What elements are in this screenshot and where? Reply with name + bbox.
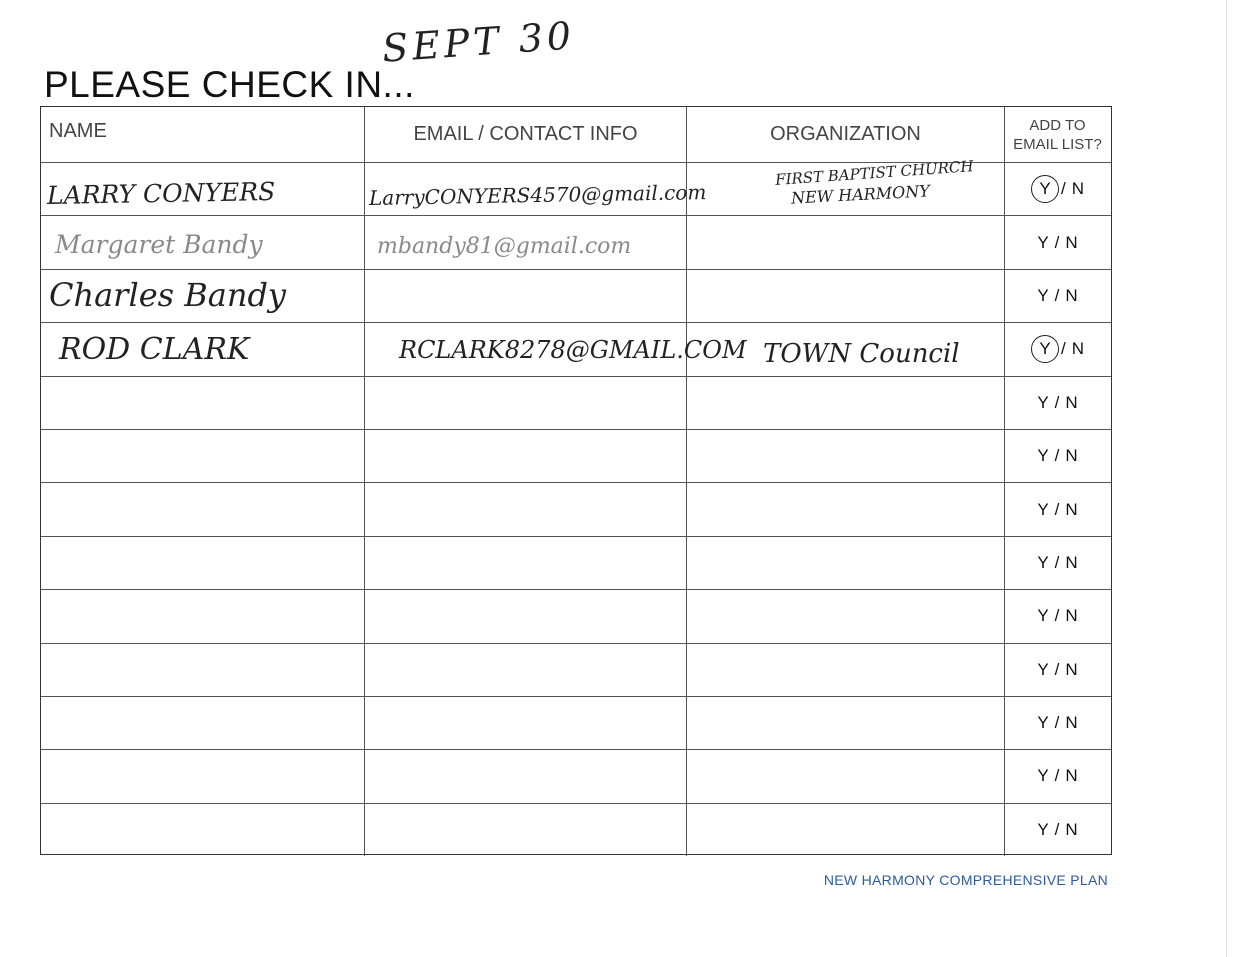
column-header-name: NAME [41,107,365,162]
no-option[interactable]: N [1065,499,1078,519]
yes-option[interactable]: Y [1037,819,1049,839]
handwritten-organization: TOWN Council [763,339,960,370]
name-cell[interactable] [41,163,365,215]
yes-option-circled[interactable]: Y [1031,335,1059,363]
email-cell[interactable] [365,644,687,696]
yes-no-options [1005,323,1110,375]
email-cell[interactable] [365,750,687,802]
sign-in-table [40,106,1112,855]
yes-option[interactable]: Y [1037,232,1049,252]
table-row [41,696,1111,749]
column-header-add-line2: EMAIL LIST? [1013,135,1102,153]
email-cell[interactable] [365,804,687,856]
yes-no-options [1005,697,1110,749]
table-row [41,429,1111,482]
table-body [41,157,1111,856]
organization-cell[interactable] [687,804,1005,856]
yes-no-options [1005,430,1110,482]
yes-option[interactable]: Y [1037,392,1049,412]
no-option[interactable]: N [1071,179,1084,199]
organization-cell[interactable] [687,270,1005,322]
name-cell[interactable] [41,697,365,749]
handwritten-organization: FIRST BAPTIST CHURCH [774,157,975,189]
yes-no-separator: / [1060,339,1066,359]
table-row [41,749,1111,802]
email-list-choice-cell[interactable] [1005,537,1110,589]
name-cell[interactable] [41,323,365,375]
handwritten-name: ROD CLARK [59,332,250,368]
page-title: PLEASE CHECK IN... [44,64,415,105]
no-option[interactable]: N [1065,552,1078,572]
email-list-choice-cell[interactable] [1005,216,1110,268]
email-list-choice-cell[interactable] [1005,163,1110,215]
yes-no-options [1005,270,1110,322]
yes-no-options [1005,377,1110,429]
name-cell[interactable] [41,590,365,642]
yes-no-options [1005,216,1110,268]
email-cell[interactable] [365,377,687,429]
yes-no-separator: / [1054,659,1060,679]
email-cell[interactable] [365,216,687,268]
name-cell[interactable] [41,537,365,589]
handwritten-name: Charles Bandy [49,275,286,314]
yes-option[interactable]: Y [1037,285,1049,305]
organization-cell[interactable] [687,537,1005,589]
organization-cell[interactable] [687,157,1005,215]
email-list-choice-cell[interactable] [1005,323,1110,375]
email-list-choice-cell[interactable] [1005,430,1110,482]
yes-option[interactable]: Y [1037,713,1049,733]
column-header-organization [687,107,1005,162]
email-list-choice-cell[interactable] [1005,697,1110,749]
yes-option-circled[interactable]: Y [1031,175,1059,203]
yes-option[interactable]: Y [1037,499,1049,519]
no-option[interactable]: N [1065,713,1078,733]
table-row [41,589,1111,642]
organization-cell[interactable] [687,430,1005,482]
organization-cell[interactable] [687,377,1005,429]
yes-no-separator: / [1054,232,1060,252]
yes-no-separator: / [1054,713,1060,733]
yes-no-options [1005,537,1110,589]
yes-no-separator: / [1054,766,1060,786]
column-header-add-to-email-list [1005,107,1110,162]
column-header-organization-label: ORGANIZATION [770,123,921,145]
column-header-email-label: EMAIL / CONTACT INFO [413,123,638,145]
email-cell[interactable] [365,590,687,642]
handwritten-email: LarryCONYERS4570@gmail.com [368,180,707,210]
yes-option[interactable]: Y [1037,659,1049,679]
handwritten-name: Margaret Bandy [55,230,263,260]
organization-cell[interactable] [687,644,1005,696]
column-header-email [365,107,687,162]
email-list-choice-cell[interactable] [1005,644,1110,696]
organization-cell[interactable] [687,697,1005,749]
no-option[interactable]: N [1065,819,1078,839]
email-cell[interactable] [365,430,687,482]
name-cell[interactable] [41,216,365,268]
table-row [41,376,1111,429]
yes-option[interactable]: Y [1037,606,1049,626]
organization-cell[interactable] [687,323,1005,375]
name-cell[interactable] [41,804,365,856]
table-row [41,157,1111,215]
organization-cell[interactable] [687,590,1005,642]
yes-no-options [1005,163,1110,215]
no-option[interactable]: N [1065,392,1078,412]
yes-no-options [1005,590,1110,642]
no-option[interactable]: N [1071,339,1084,359]
yes-no-options [1005,750,1110,802]
email-cell[interactable] [365,270,687,322]
organization-cell[interactable] [687,483,1005,535]
name-cell[interactable] [41,430,365,482]
yes-no-separator: / [1054,392,1060,412]
table-row [41,215,1111,268]
yes-no-separator: / [1054,446,1060,466]
email-list-choice-cell[interactable] [1005,750,1110,802]
table-row [41,643,1111,696]
name-cell[interactable] [41,377,365,429]
yes-no-separator: / [1054,499,1060,519]
no-option[interactable]: N [1065,285,1078,305]
yes-no-separator: / [1054,819,1060,839]
email-list-choice-cell[interactable] [1005,804,1110,856]
table-row [41,803,1111,856]
column-header-add-line1: ADD TO [1029,116,1086,134]
handwritten-organization-line2: NEW HARMONY [790,181,931,208]
email-cell[interactable] [365,483,687,535]
email-list-choice-cell[interactable] [1005,270,1110,322]
email-cell[interactable] [365,323,747,375]
handwritten-name: LARRY CONYERS [46,177,276,210]
email-cell[interactable] [365,163,707,215]
email-list-choice-cell[interactable] [1005,377,1110,429]
no-option[interactable]: N [1065,659,1078,679]
yes-no-options [1005,644,1110,696]
handwritten-email: mbandy81@gmail.com [377,234,632,260]
table-header-row [41,107,1111,162]
yes-no-separator: / [1060,179,1066,199]
table-row [41,269,1111,322]
name-cell[interactable] [41,644,365,696]
handwritten-email: RCLARK8278@GMAIL.COM [399,336,747,365]
table-row [41,482,1111,535]
organization-cell[interactable] [687,750,1005,802]
no-option[interactable]: N [1065,446,1078,466]
no-option[interactable]: N [1065,232,1078,252]
email-cell[interactable] [365,697,687,749]
yes-no-separator: / [1054,552,1060,572]
organization-cell[interactable] [687,216,1005,268]
yes-option[interactable]: Y [1037,552,1049,572]
name-cell[interactable] [41,483,365,535]
yes-no-separator: / [1054,606,1060,626]
yes-no-options [1005,483,1110,535]
name-cell[interactable] [41,270,365,322]
no-option[interactable]: N [1065,766,1078,786]
footer-plan-name: NEW HARMONY COMPREHENSIVE PLAN [823,872,1108,888]
no-option[interactable]: N [1065,606,1078,626]
yes-no-options [1005,804,1110,856]
scan-edge-line [1226,0,1227,957]
name-cell[interactable] [41,750,365,802]
yes-option[interactable]: Y [1037,766,1049,786]
email-list-choice-cell[interactable] [1005,483,1110,535]
handwritten-date: SEPT 30 [380,13,577,71]
email-list-choice-cell[interactable] [1005,590,1110,642]
email-cell[interactable] [365,537,687,589]
table-row [41,536,1111,589]
yes-option[interactable]: Y [1037,446,1049,466]
table-row [41,322,1111,375]
yes-no-separator: / [1054,285,1060,305]
